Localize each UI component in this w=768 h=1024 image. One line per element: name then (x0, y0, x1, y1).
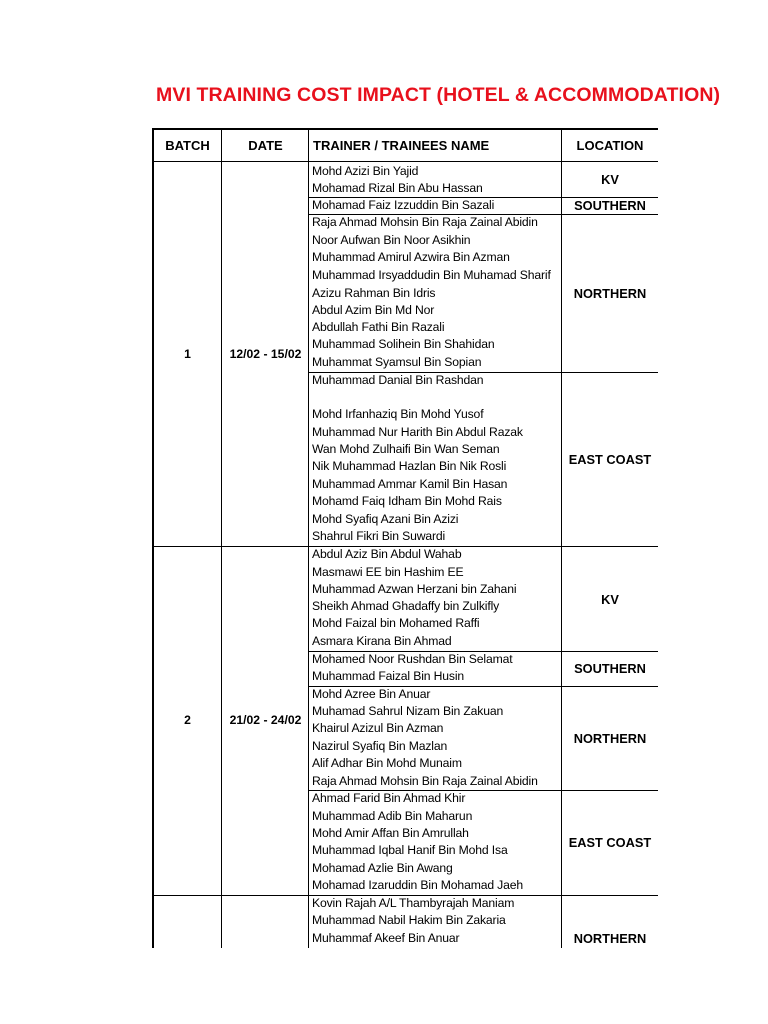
location-cell: SOUTHERN (574, 661, 646, 676)
trainee-name: Muhammad Adib Bin Maharun (312, 809, 473, 823)
batch-date: 21/02 - 24/02 (229, 712, 302, 727)
trainee-name: Mohamd Faiq Idham Bin Mohd Rais (312, 494, 502, 508)
trainee-name: Muhammad Danial Bin Rashdan (312, 373, 484, 387)
trainee-name: Nik Muhammad Hazlan Bin Nik Rosli (312, 459, 507, 473)
trainee-name: Khairul Azizul Bin Azman (312, 721, 444, 735)
trainee-name: Wan Mohd Zulhaifi Bin Wan Seman (312, 442, 500, 456)
trainee-name: Kovin Rajah A/L Thambyrajah Maniam (312, 896, 515, 910)
trainee-name: Mohd Syafiq Azani Bin Azizi (312, 512, 459, 526)
location-cell: NORTHERN (573, 285, 647, 301)
header-batch: BATCH (165, 138, 210, 153)
trainee-name: Mohamad Azlie Bin Awang (312, 861, 453, 875)
trainee-name: Ahmad Farid Bin Ahmad Khir (312, 791, 466, 805)
trainee-name: Mohamad Rizal Bin Abu Hassan (312, 181, 483, 195)
trainee-name: Abdul Aziz Bin Abdul Wahab (312, 547, 462, 561)
batch-date: 12/02 - 15/02 (229, 346, 302, 361)
header-date: DATE (248, 138, 283, 153)
trainee-name: Mohd Amir Affan Bin Amrullah (312, 826, 469, 840)
trainee-name: Mohamad Izaruddin Bin Mohamad Jaeh (312, 878, 524, 892)
trainee-name: Muhammad Nur Harith Bin Abdul Razak (312, 425, 523, 439)
trainee-name: Muhammat Syamsul Bin Sopian (312, 355, 482, 369)
trainee-name: Muhammad Ammar Kamil Bin Hasan (312, 477, 508, 491)
trainee-name: Mohd Azree Bin Anuar (312, 687, 431, 701)
trainee-name: Raja Ahmad Mohsin Bin Raja Zainal Abidin (312, 774, 538, 788)
trainee-name: Muhammad Faizal Bin Husin (312, 669, 465, 683)
trainee-name: Muhammad Azwan Herzani bin Zahani (312, 582, 517, 596)
trainee-name: Muhammad Irsyaddudin Bin Muhamad Sharif (312, 268, 551, 282)
location-cell: EAST COAST (568, 835, 652, 850)
trainee-name: Mohd Azizi Bin Yajid (312, 164, 419, 178)
trainee-name: Mohamed Noor Rushdan Bin Selamat (312, 652, 513, 666)
trainee-name: Mohamad Faiz Izzuddin Bin Sazali (312, 198, 495, 212)
trainee-name: Asmara Kirana Bin Ahmad (312, 634, 452, 648)
trainee-name: Mohd Faizal bin Mohamed Raffi (312, 616, 480, 630)
trainee-name: Muhammaf Akeef Bin Anuar (312, 931, 460, 945)
trainee-name: Noor Aufwan Bin Noor Asikhin (312, 233, 471, 247)
trainee-name: Mohd Irfanhaziq Bin Mohd Yusof (312, 407, 484, 421)
trainee-name: Masmawi EE bin Hashim EE (312, 565, 464, 579)
location-cell: NORTHERN (573, 730, 647, 746)
header-name: TRAINER / TRAINEES NAME (313, 138, 490, 153)
trainee-name: Sheikh Ahmad Ghadaffy bin Zulkifly (312, 599, 500, 613)
batch-number: 2 (184, 712, 191, 727)
header-location: LOCATION (576, 138, 644, 153)
trainee-name: Muhammad Iqbal Hanif Bin Mohd Isa (312, 843, 508, 857)
location-cell: KV (601, 171, 619, 187)
trainee-name: Azizu Rahman Bin Idris (312, 286, 436, 300)
trainee-name: Nazirul Syafiq Bin Mazlan (312, 739, 448, 753)
trainee-name: Alif Adhar Bin Mohd Munaim (312, 756, 462, 770)
location-cell: NORTHERN (573, 931, 647, 946)
trainee-name: Shahrul Fikri Bin Suwardi (312, 529, 446, 543)
trainee-name: Abdul Azim Bin Md Nor (312, 303, 435, 317)
batch-number: 1 (184, 346, 191, 361)
trainee-name: Raja Ahmad Mohsin Bin Raja Zainal Abidin (312, 215, 538, 229)
trainee-name: Muhammad Amirul Azwira Bin Azman (312, 250, 510, 264)
trainee-name (312, 389, 562, 406)
location-cell: SOUTHERN (574, 198, 646, 213)
trainee-name: Muhammad Nabil Hakim Bin Zakaria (312, 913, 506, 927)
trainee-name: Muhammad Solihein Bin Shahidan (312, 337, 495, 351)
trainee-name: Abdullah Fathi Bin Razali (312, 320, 445, 334)
location-cell: KV (601, 591, 619, 607)
location-cell: EAST COAST (568, 452, 652, 467)
page-title: MVI TRAINING COST IMPACT (HOTEL & ACCOMMODATION) (156, 84, 721, 106)
trainee-name: Muhamad Sahrul Nizam Bin Zakuan (312, 704, 504, 718)
